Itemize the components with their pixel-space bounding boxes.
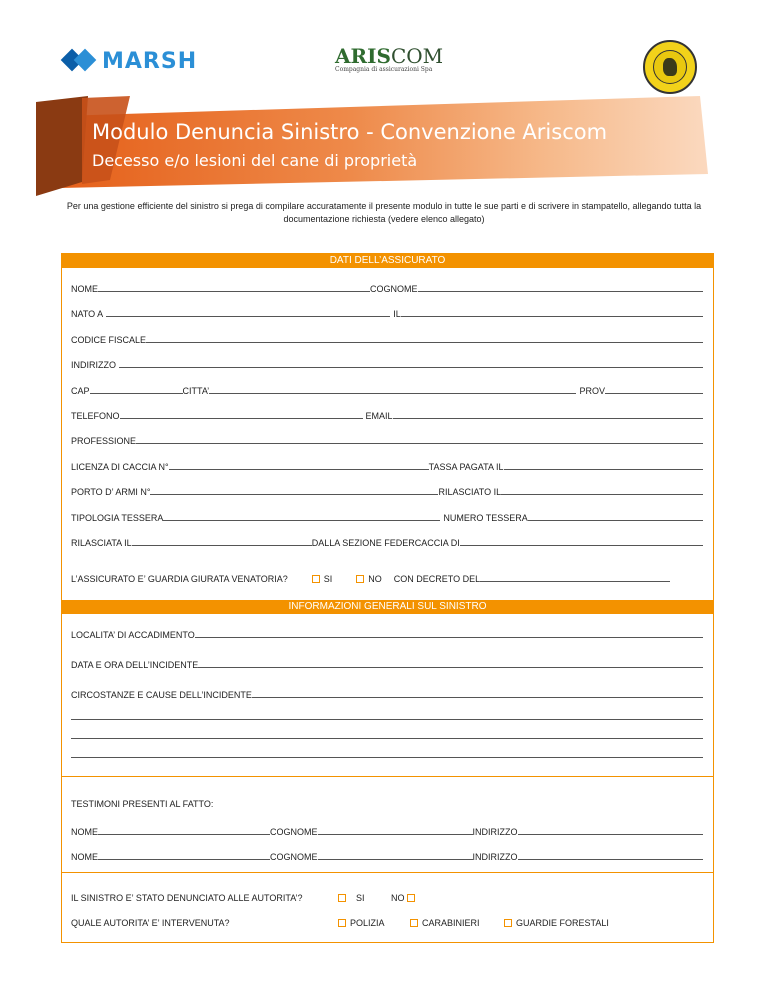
decreto-field[interactable] xyxy=(480,572,670,582)
row-data-ora xyxy=(71,656,703,670)
label-codice-fiscale: CODICE FISCALE xyxy=(71,335,147,345)
ariscom-logo-suffix: COM xyxy=(390,44,444,68)
indirizzo-field[interactable] xyxy=(119,358,703,368)
banner-shape xyxy=(0,96,768,196)
label-localita: LOCALITA’ DI ACCADIMENTO xyxy=(71,630,195,640)
label-nato-a: NATO A xyxy=(71,309,104,319)
sezione-field[interactable] xyxy=(460,536,703,546)
cognome-field[interactable] xyxy=(418,282,703,292)
guardia-si-option[interactable] xyxy=(312,574,333,584)
row-porto-armi xyxy=(71,483,703,497)
professione-field[interactable] xyxy=(136,434,703,444)
label-carabinieri: CARABINIERI xyxy=(422,918,480,928)
data-nascita-field[interactable] xyxy=(401,307,703,317)
checkbox-icon[interactable] xyxy=(338,919,346,927)
row-nato xyxy=(71,305,703,319)
label-dalla-sezione: DALLA SEZIONE FEDERCACCIA DI xyxy=(311,538,460,548)
label-si: SI xyxy=(356,893,365,903)
label-indirizzo: INDIRIZZO xyxy=(71,360,116,370)
label-no: NO xyxy=(391,893,405,903)
label-numero-tessera: NUMERO TESSERA xyxy=(443,513,528,523)
row-tipologia xyxy=(71,509,703,523)
label-testimoni: TESTIMONI PRESENTI AL FATTO: xyxy=(71,799,214,809)
checkbox-icon[interactable] xyxy=(504,919,512,927)
testimone-2-nome-field[interactable] xyxy=(98,850,270,860)
section-header-assicurato: DATI DELL’ASSICURATO xyxy=(62,254,713,268)
localita-field[interactable] xyxy=(195,628,703,638)
row-professione xyxy=(71,432,703,446)
marsh-logo xyxy=(64,48,197,74)
citta-field[interactable] xyxy=(209,384,576,394)
testimone-1-cognome-field[interactable] xyxy=(318,825,473,835)
prov-field[interactable] xyxy=(605,384,703,394)
label-denunciato: IL SINISTRO E’ STATO DENUNCIATO ALLE AUTORITA’? xyxy=(71,893,303,903)
row-telefono-email xyxy=(71,407,703,421)
label-indirizzo-testimone: INDIRIZZO xyxy=(472,827,518,837)
label-telefono: TELEFONO xyxy=(71,411,120,421)
marsh-mark-icon xyxy=(64,48,96,74)
section-header-sinistro: INFORMAZIONI GENERALI SUL SINISTRO xyxy=(62,600,713,614)
label-nome: NOME xyxy=(71,284,98,294)
label-cognome-testimone: COGNOME xyxy=(270,827,318,837)
ariscom-logo xyxy=(335,44,443,73)
circostanze-line-3[interactable] xyxy=(71,738,703,739)
label-guardie-forestali: GUARDIE FORESTALI xyxy=(516,918,609,928)
label-porto: PORTO D’ ARMI N° xyxy=(71,487,151,497)
label-citta: CITTA’ xyxy=(182,386,210,396)
denunciato-no-option[interactable] xyxy=(391,893,419,903)
label-tassa: TASSA PAGATA IL xyxy=(428,462,504,472)
cap-field[interactable] xyxy=(90,384,183,394)
label-guardia: L’ASSICURATO E’ GUARDIA GIURATA VENATORIA? xyxy=(71,574,288,584)
testimone-2-indirizzo-field[interactable] xyxy=(518,850,703,860)
ariscom-logo-sub: Compagnia di assicurazioni Spa xyxy=(335,66,433,73)
circostanze-line-4[interactable] xyxy=(71,757,703,758)
testimone-2-cognome-field[interactable] xyxy=(318,850,473,860)
row-testimone-1 xyxy=(71,823,703,837)
label-polizia: POLIZIA xyxy=(350,918,385,928)
circostanze-field[interactable] xyxy=(252,688,703,698)
checkbox-icon[interactable] xyxy=(338,894,346,902)
checkbox-icon[interactable] xyxy=(410,919,418,927)
tipologia-field[interactable] xyxy=(163,511,440,521)
divider xyxy=(62,776,713,777)
label-rilasciato-il: RILASCIATO IL xyxy=(438,487,502,497)
label-nome-testimone: NOME xyxy=(71,827,98,837)
label-nome-testimone: NOME xyxy=(71,852,98,862)
label-licenza: LICENZA DI CACCIA N° xyxy=(71,462,169,472)
tassa-field[interactable] xyxy=(504,460,704,470)
label-professione: PROFESSIONE xyxy=(71,436,137,446)
label-il: IL xyxy=(393,309,401,319)
page-title: Modulo Denuncia Sinistro - Convenzione Ariscom xyxy=(92,120,608,144)
page-subtitle: Decesso e/o lesioni del cane di proprietà xyxy=(92,151,418,170)
label-rilasciata-il: RILASCIATA IL xyxy=(71,538,132,548)
checkbox-icon[interactable] xyxy=(356,575,364,583)
testimone-1-nome-field[interactable] xyxy=(98,825,270,835)
label-con-decreto: CON DECRETO DEL xyxy=(393,574,481,584)
marsh-logo-text: MARSH xyxy=(102,48,198,74)
title-banner xyxy=(0,96,768,196)
row-testimone-2 xyxy=(71,848,703,862)
nome-field[interactable] xyxy=(98,282,370,292)
label-cap: CAP xyxy=(71,386,90,396)
row-testimoni-title xyxy=(71,795,703,809)
row-codice-fiscale xyxy=(71,331,703,345)
rilasciata-il-field[interactable] xyxy=(132,536,312,546)
divider xyxy=(62,872,713,873)
label-cognome: COGNOME xyxy=(370,284,418,294)
label-si: SI xyxy=(323,574,333,584)
checkbox-icon[interactable] xyxy=(407,894,415,902)
row-indirizzo xyxy=(71,356,703,370)
guardie-forestali-option[interactable] xyxy=(504,918,609,928)
label-prov: PROV xyxy=(579,386,605,396)
carabinieri-option[interactable] xyxy=(410,918,480,928)
row-guardia xyxy=(71,570,703,584)
telefono-field[interactable] xyxy=(120,409,363,419)
row-localita xyxy=(71,626,703,640)
email-field[interactable] xyxy=(393,409,703,419)
label-indirizzo-testimone: INDIRIZZO xyxy=(472,852,518,862)
row-licenza xyxy=(71,458,703,472)
guardia-no-option[interactable] xyxy=(356,574,382,584)
nato-a-field[interactable] xyxy=(106,307,390,317)
label-email: EMAIL xyxy=(365,411,393,421)
row-circostanze xyxy=(71,686,703,700)
label-quale-autorita: QUALE AUTORITA’ E’ INTERVENUTA? xyxy=(71,918,230,928)
polizia-option[interactable] xyxy=(338,918,385,928)
circostanze-line-2[interactable] xyxy=(71,719,703,720)
row-nome-cognome xyxy=(71,280,703,294)
checkbox-icon[interactable] xyxy=(312,575,320,583)
intro-text: Per una gestione efficiente del sinistro si prega di compilare accuratamente il presente modulo in tutte le sue parti e di scrivere in stampatello, allegando tutta la documentazione richiesta (vedere elenco allegato) xyxy=(66,201,702,224)
rilasciato-il-field[interactable] xyxy=(501,485,703,495)
claim-form xyxy=(61,253,714,943)
federcaccia-seal-icon xyxy=(643,40,697,94)
label-data-ora: DATA E ORA DELL’INCIDENTE xyxy=(71,660,199,670)
row-cap-citta xyxy=(71,382,703,396)
ariscom-logo-prefix: ARIS xyxy=(335,44,391,68)
data-ora-field[interactable] xyxy=(198,658,703,668)
numero-tessera-field[interactable] xyxy=(528,511,703,521)
denunciato-si-option[interactable] xyxy=(338,893,365,903)
label-tipologia: TIPOLOGIA TESSERA xyxy=(71,513,164,523)
label-no: NO xyxy=(368,574,382,584)
row-rilasciata xyxy=(71,534,703,548)
label-cognome-testimone: COGNOME xyxy=(270,852,318,862)
licenza-field[interactable] xyxy=(169,460,429,470)
testimone-1-indirizzo-field[interactable] xyxy=(518,825,703,835)
label-circostanze: CIRCOSTANZE E CAUSE DELL’INCIDENTE xyxy=(71,690,252,700)
porto-armi-field[interactable] xyxy=(150,485,438,495)
codice-fiscale-field[interactable] xyxy=(146,333,703,343)
